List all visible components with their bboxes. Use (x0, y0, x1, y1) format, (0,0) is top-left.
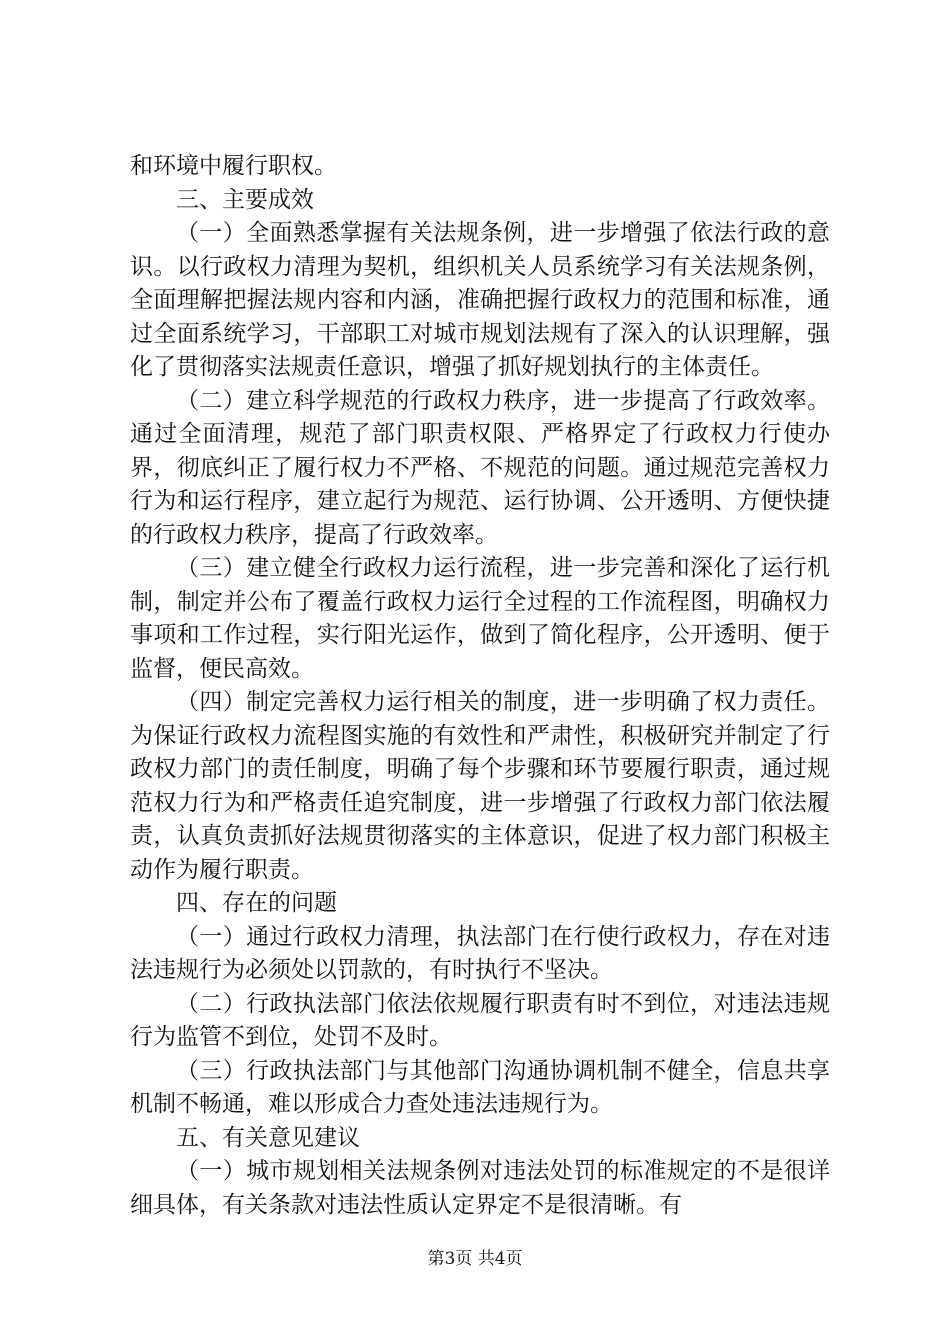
document-body (130, 150, 830, 1222)
paragraph: （二）建立科学规范的行政权力秩序，进一步提高了行政效率。通过全面清理，规范了部门职责权限、严格界定了行政权力行使办界，彻底纠正了履行权力不严格、不规范的问题。通过规范完善权力行为和运行程序，建立起行为规范、运行协调、公开透明、方便快捷的行政权力秩序，提高了行政效率。 (130, 387, 830, 548)
paragraph: （二）行政执法部门依法依规履行职责有时不到位，对违法违规行为监管不到位，处罚不及时。 (130, 990, 830, 1050)
paragraph: （一）全面熟悉掌握有关法规条例，进一步增强了依法行政的意识。以行政权力清理为契机，组织机关人员系统学习有关法规条例，全面理解把握法规内容和内涵，准确把握行政权力的范围和标准，通过全面系统学习，干部职工对城市规划法规有了深入的认识理解，强化了贯彻落实法规责任意识，增强了抓好规划执行的主体责任。 (130, 220, 830, 380)
paragraph: （四）制定完善权力运行相关的制度，进一步明确了权力责任。为保证行政权力流程图实施的有效性和严肃性，积极研究并制定了行政权力部门的责任制度，明确了每个步骤和环节要履行职责，通过规范权力行为和严格责任追究制度，进一步增强了行政权力部门依法履责，认真负责抓好法规贯彻落实的主体意识，促进了权力部门积极主动作为履行职责。 (130, 689, 830, 883)
section-heading: 四、存在的问题 (176, 890, 337, 916)
paragraph: （三）建立健全行政权力运行流程，进一步完善和深化了运行机制，制定并公布了覆盖行政权力运行全过程的工作流程图，明确权力事项和工作过程，实行阳光运作，做到了简化程序，公开透明、便于监督，便民高效。 (130, 555, 830, 682)
paragraph: （一）通过行政权力清理，执法部门在行使行政权力，存在对违法违规行为必须处以罚款的，有时执行不坚决。 (130, 923, 830, 983)
paragraph: （三）行政执法部门与其他部门沟通协调机制不健全，信息共享机制不畅通，难以形成合力查处违法违规行为。 (130, 1057, 830, 1117)
section-heading: 五、有关意见建议 (176, 1124, 360, 1151)
paragraph: （一）城市规划相关法规条例对违法处罚的标准规定的不是很详细具体，有关条款对违法性质认定界定不是很清晰。有 (130, 1158, 830, 1218)
page-number-footer: 第3页 共4页 (427, 1249, 523, 1269)
paragraph: 和环境中履行职权。 (130, 153, 337, 179)
section-heading: 三、主要成效 (176, 186, 314, 213)
